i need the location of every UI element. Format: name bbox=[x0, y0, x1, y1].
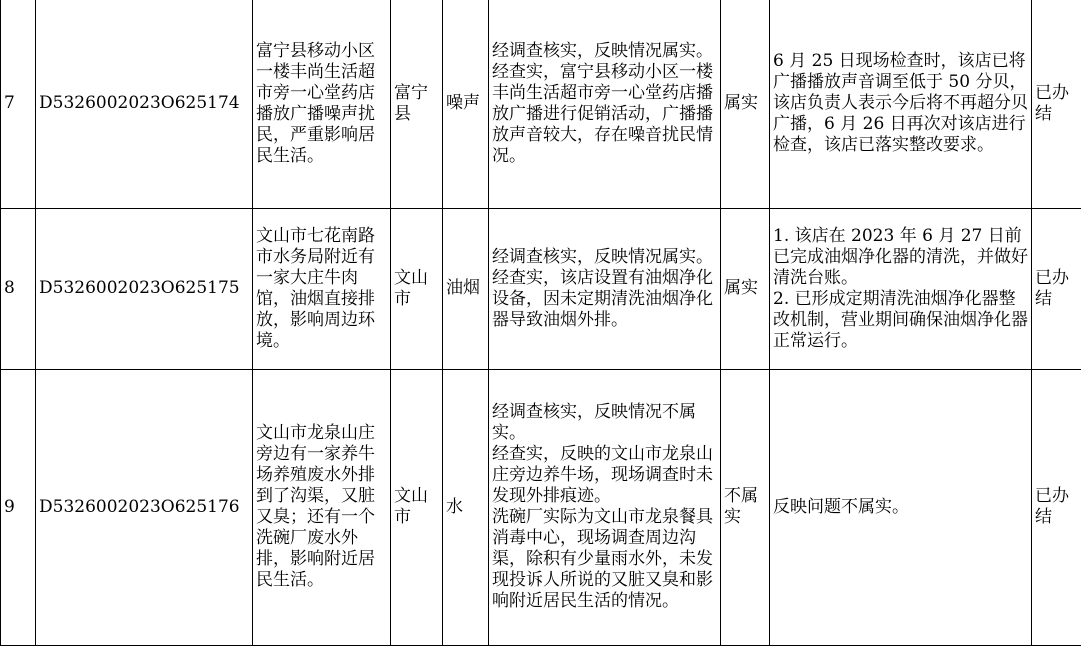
complaint-content: 文山市七花南路市水务局附近有一家大庄牛肉馆，油烟直接排放，影响周边环境。 bbox=[253, 208, 391, 369]
region: 文山市 bbox=[391, 369, 443, 645]
complaint-content: 文山市龙泉山庄旁边有一家养牛场养殖废水外排到了沟渠，又脏又臭；还有一个洗碗厂废水外排，影响附近居民生活。 bbox=[253, 369, 391, 645]
region: 富宁县 bbox=[391, 0, 443, 208]
handling-paragraph: 6 月 25 日现场检查时，该店已将广播播放声音调至低于 50 分贝，该店负责人表示今后将不再超分贝广播，6 月 26 日再次对该店进行检查，该店已落实整改要求。 bbox=[773, 51, 1028, 156]
status: 已办结 bbox=[1032, 0, 1081, 208]
pollution-category: 水 bbox=[443, 369, 489, 645]
handling-result bbox=[770, 369, 1032, 645]
row-index: 8 bbox=[1, 208, 36, 369]
investigation-findings bbox=[489, 0, 721, 208]
findings-paragraph: 经查实，富宁县移动小区一楼丰尚生活超市旁一心堂药店播放广播进行促销活动，广播播放声音较大，存在噪音扰民情况。 bbox=[492, 61, 713, 166]
handling-result bbox=[770, 0, 1032, 208]
findings-paragraph: 经查实，反映的文山市龙泉山庄旁边养牛场，现场调查时未发现外排痕迹。 bbox=[492, 444, 713, 506]
verdict: 属实 bbox=[721, 0, 770, 208]
handling-result bbox=[770, 208, 1032, 369]
investigation-findings bbox=[489, 208, 721, 369]
findings-paragraph: 经调查核实，反映情况属实。 bbox=[492, 246, 713, 267]
region: 文山市 bbox=[391, 208, 443, 369]
table-row bbox=[1, 369, 1081, 645]
verdict: 属实 bbox=[721, 208, 770, 369]
table-row bbox=[1, 208, 1081, 369]
handling-paragraph: 反映问题不属实。 bbox=[773, 496, 909, 517]
handling-paragraph: 1. 该店在 2023 年 6 月 27 日前已完成油烟净化器的清洗，并做好清洗台账。 bbox=[773, 225, 1028, 288]
case-number: D5326002023O625176 bbox=[36, 369, 253, 645]
findings-paragraph: 经查实，该店设置有油烟净化设备，因未定期清洗油烟净化器导致油烟外排。 bbox=[492, 267, 713, 330]
status: 已办结 bbox=[1032, 208, 1081, 369]
complaint-content: 富宁县移动小区一楼丰尚生活超市旁一心堂药店播放广播噪声扰民，严重影响居民生活。 bbox=[253, 0, 391, 208]
verdict: 不属实 bbox=[721, 369, 770, 645]
status: 已办结 bbox=[1032, 369, 1081, 645]
investigation-findings bbox=[489, 369, 721, 645]
findings-paragraph: 经调查核实，反映情况不属实。 bbox=[492, 402, 696, 443]
row-index: 9 bbox=[1, 369, 36, 645]
table-row bbox=[1, 0, 1081, 208]
pollution-category: 噪声 bbox=[443, 0, 489, 208]
case-number: D5326002023O625175 bbox=[36, 208, 253, 369]
case-number: D5326002023O625174 bbox=[36, 0, 253, 208]
pollution-category: 油烟 bbox=[443, 208, 489, 369]
handling-paragraph: 2. 已形成定期清洗油烟净化器整改机制，营业期间确保油烟净化器正常运行。 bbox=[773, 288, 1028, 351]
findings-paragraph: 经调查核实，反映情况属实。 bbox=[492, 40, 713, 61]
row-index: 7 bbox=[1, 0, 36, 208]
findings-paragraph: 洗碗厂实际为文山市龙泉餐具消毒中心，现场调查周边沟渠，除积有少量雨水外，未发现投诉人所说的又脏又臭和影响附近居民生活的情况。 bbox=[492, 507, 713, 611]
